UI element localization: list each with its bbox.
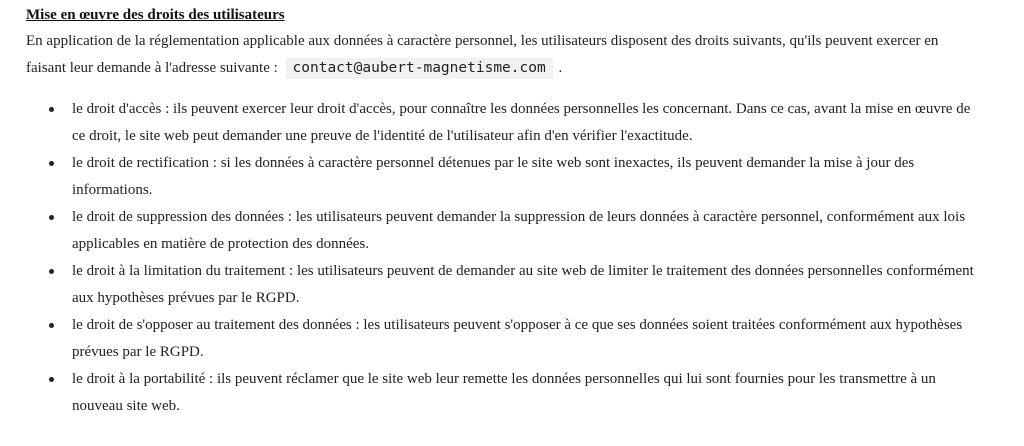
right-portability-text: le droit à la portabilité : ils peuvent réclamer que le site web leur remette les données personnelles qui lui sont fournies pour les transmettre à un nouveau site web. (72, 371, 936, 414)
intro-text: En application de la réglementation applicable aux données à caractère personnel, les utilisateurs disposent des droits suivants, qu'ils peuvent exercer en faisant leur demande à l'adresse suivante : (26, 33, 939, 76)
intro-paragraph (26, 28, 981, 82)
right-access-text: le droit d'accès : ils peuvent exercer leur droit d'accès, pour connaître les données personnelles les concernant. Dans ce cas, avant la mise en œuvre de ce droit, le site web peut demander une preuve de l'identité de l'utilisateur afin d'en vérifier l'exactitude. (72, 101, 971, 144)
bullet-icon (49, 377, 54, 382)
section-title: Mise en œuvre des droits des utilisateurs (26, 7, 285, 23)
intro-end: . (558, 60, 563, 76)
bullet-icon (49, 107, 54, 112)
list-item-access (26, 96, 977, 150)
right-rectification-text: le droit de rectification : si les données à caractère personnel détenues par le site web sont inexactes, ils peuvent demander la mise à jour des informations. (72, 155, 915, 198)
bullet-icon (49, 269, 54, 274)
rights-section (26, 0, 1006, 420)
bullet-icon (49, 215, 54, 220)
right-deletion-text: le droit de suppression des données : les utilisateurs peuvent demander la suppression de leurs données à caractère personnel, conformément aux lois applicables en matière de protection des données. (72, 209, 966, 252)
contact-email: contact@aubert-magnetisme.com (286, 58, 553, 79)
right-limitation-text: le droit à la limitation du traitement : les utilisateurs peuvent de demander au site web de limiter le traitement des données personnelles conformément aux hypothèses prévues par le RGPD. (72, 263, 974, 306)
rights-list (26, 96, 1006, 420)
list-item-opposition (26, 312, 977, 366)
bullet-icon (49, 161, 54, 166)
bullet-icon (49, 323, 54, 328)
right-opposition-text: le droit de s'opposer au traitement des données : les utilisateurs peuvent s'opposer à ce que ses données soient traitées conformément aux hypothèses prévues par le RGPD. (72, 317, 963, 360)
list-item-limitation (26, 258, 977, 312)
list-item-portability (26, 366, 977, 420)
list-item-rectification (26, 150, 977, 204)
list-item-deletion (26, 204, 977, 258)
